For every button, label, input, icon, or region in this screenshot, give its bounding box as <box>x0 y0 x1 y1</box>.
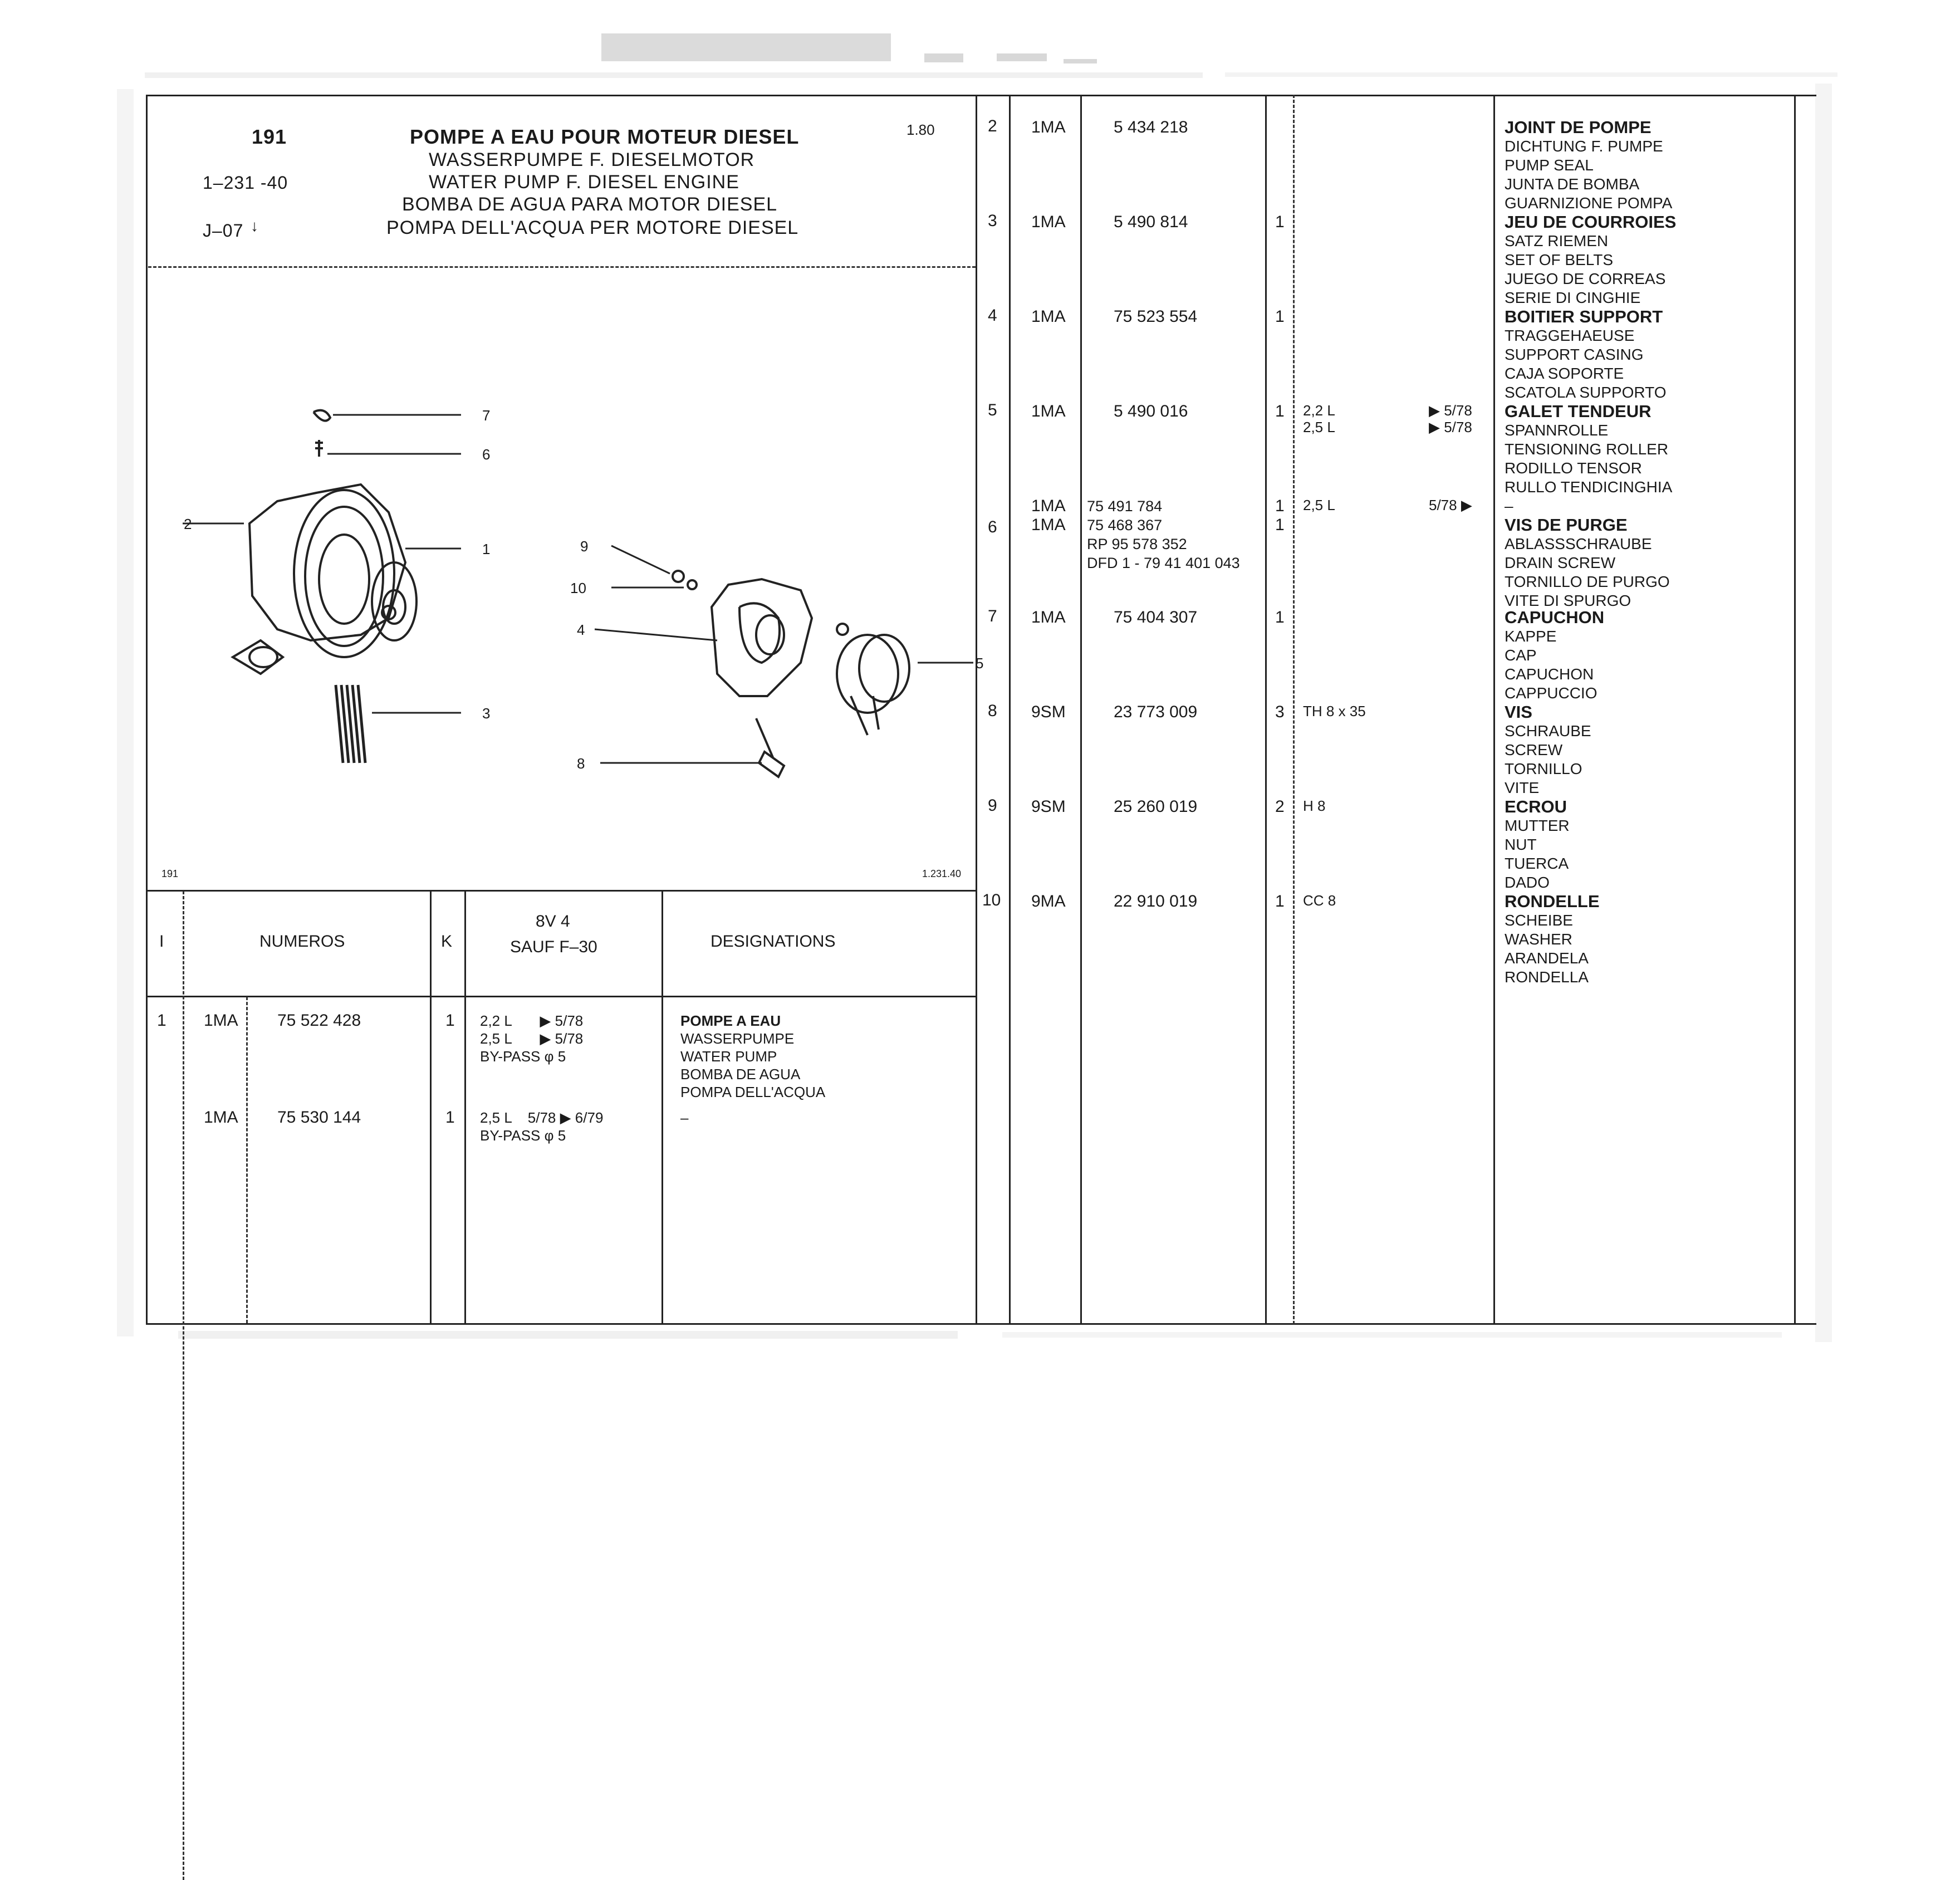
designation-line: JUNTA DE BOMBA <box>1505 175 1640 193</box>
right-row-variant: TH 8 x 35 <box>1303 703 1366 719</box>
designation-line: BOITIER SUPPORT <box>1505 307 1663 326</box>
left-row-2-code: 1MA <box>204 1108 238 1127</box>
right-row-number: 25 260 019 <box>1114 797 1198 816</box>
right-row-qty: 1 <box>1275 892 1285 910</box>
col-header-variant-1: 8V 4 <box>536 912 570 931</box>
designation-line: SCHRAUBE <box>1505 722 1591 740</box>
right-row-qty: 1 <box>1275 402 1285 420</box>
right-row-item: 3 <box>988 212 997 230</box>
callout-5: 5 <box>976 655 984 672</box>
designation-line: VITE DI SPURGO <box>1505 592 1631 609</box>
title-it: POMPA DELL'ACQUA PER MOTORE DIESEL <box>386 217 799 238</box>
right-row-item: 9 <box>988 796 997 815</box>
frame-bottom <box>146 1323 1816 1325</box>
frame-left <box>146 95 148 1324</box>
designation-line: SCHEIBE <box>1505 912 1573 929</box>
designation-line: KAPPE <box>1505 628 1557 645</box>
designation-line: CAPPUCCIO <box>1505 684 1598 702</box>
designation-line: CAJA SOPORTE <box>1505 365 1624 382</box>
page-number: 191 <box>252 125 287 148</box>
right-row-number: 75 523 554 <box>1114 307 1198 326</box>
designation-line: TUERCA <box>1505 855 1569 872</box>
right-row-qty: 1 1 <box>1275 497 1285 534</box>
right-row-code: 1MA 1MA <box>1031 497 1066 534</box>
right-row-number: 23 773 009 <box>1114 703 1198 721</box>
left-row-2-designation: – <box>680 1109 689 1126</box>
designation-line: VITE <box>1505 779 1540 796</box>
left-row-2-variant-2: BY-PASS φ 5 <box>480 1127 566 1144</box>
frame-top <box>146 95 1816 96</box>
right-row-variant: 2,5 L <box>1303 497 1335 513</box>
designation-line: NUT <box>1505 836 1537 853</box>
designation-line: CAPUCHON <box>1505 608 1605 627</box>
designation-line: TENSIONING ROLLER <box>1505 440 1669 458</box>
left-row-1-designation-3: WATER PUMP <box>680 1048 777 1065</box>
col-div-2 <box>246 997 248 1323</box>
right-row-designation <box>1505 402 1672 497</box>
right-row-item: 8 <box>988 702 997 720</box>
right-col-div-4 <box>1293 95 1295 1324</box>
figure-label-left: 191 <box>161 868 179 879</box>
header-divider <box>148 266 976 268</box>
callout-8: 8 <box>577 755 585 772</box>
right-row-designation <box>1505 307 1666 402</box>
right-row-designation <box>1505 213 1676 307</box>
right-row-item: 6 <box>988 518 997 536</box>
title-es: BOMBA DE AGUA PARA MOTOR DIESEL <box>402 194 778 215</box>
right-row-qty: 2 <box>1275 797 1285 816</box>
col-header-designations: DESIGNATIONS <box>710 932 836 951</box>
col-header-item: I <box>159 932 164 951</box>
right-row-item: 2 <box>988 117 997 135</box>
right-row-code: 1MA <box>1031 307 1066 326</box>
designation-line: SATZ RIEMEN <box>1505 232 1609 249</box>
left-row-1-designation-1: POMPE A EAU <box>680 1012 781 1029</box>
right-row-code: 9MA <box>1031 892 1066 910</box>
designation-line: – <box>1505 497 1513 515</box>
designation-line: DADO <box>1505 874 1550 891</box>
col-header-k: K <box>441 932 453 951</box>
right-row-qty: 1 <box>1275 213 1285 231</box>
right-row-qty: 3 <box>1275 703 1285 721</box>
right-row-qty: 1 <box>1275 608 1285 626</box>
right-row-code: 1MA <box>1031 118 1066 136</box>
designation-line: TORNILLO DE PURGO <box>1505 573 1670 590</box>
title-en: WATER PUMP F. DIESEL ENGINE <box>429 172 739 193</box>
title-de: WASSERPUMPE F. DIESELMOTOR <box>429 149 755 170</box>
reference-code: 1–231 -40 <box>203 173 288 193</box>
right-row-number: 5 434 218 <box>1114 118 1188 136</box>
designation-line: SPANNROLLE <box>1505 422 1609 439</box>
designation-line: CAP <box>1505 647 1537 664</box>
right-row-number: 5 490 016 <box>1114 402 1188 420</box>
right-col-div-2 <box>1080 95 1082 1324</box>
left-row-1-variant-1: 2,2 L ▶ 5/78 <box>480 1012 584 1029</box>
frame-right <box>1794 95 1796 1324</box>
left-row-1-number: 75 522 428 <box>277 1011 361 1030</box>
col-header-numeros: NUMEROS <box>259 932 345 951</box>
col-div-4 <box>464 891 466 1324</box>
right-row-date: ▶ 5/78 ▶ 5/78 <box>1429 402 1472 435</box>
table-top-rule <box>146 890 977 892</box>
right-row-number: 75 404 307 <box>1114 608 1198 626</box>
left-row-1-variant-3: BY-PASS φ 5 <box>480 1048 566 1065</box>
designation-line: VIS DE PURGE <box>1505 515 1628 535</box>
right-row-designation <box>1505 703 1591 797</box>
reference-code-2: J–07 <box>203 221 244 241</box>
designation-line: SUPPORT CASING <box>1505 346 1644 363</box>
designation-line: TORNILLO <box>1505 760 1582 777</box>
designation-line: SET OF BELTS <box>1505 251 1614 268</box>
left-row-1-designation-2: WASSERPUMPE <box>680 1030 795 1047</box>
designation-line: RULLO TENDICINGHIA <box>1505 478 1673 496</box>
right-row-code: 1MA <box>1031 213 1066 231</box>
left-panel-border <box>976 95 977 1324</box>
designation-line: JEU DE COURROIES <box>1505 212 1677 232</box>
title-fr: POMPE A EAU POUR MOTEUR DIESEL <box>410 125 800 148</box>
designation-line: JUEGO DE CORREAS <box>1505 270 1666 287</box>
right-row-item: 10 <box>982 891 1001 909</box>
left-row-1-designation-5: POMPA DELL'ACQUA <box>680 1084 826 1100</box>
callout-6: 6 <box>482 446 491 463</box>
right-row-item: 5 <box>988 401 997 419</box>
right-row-qty: 1 <box>1275 307 1285 326</box>
figure-label-right: 1.231.40 <box>922 868 962 879</box>
right-row-item: 7 <box>988 607 997 625</box>
exploded-view-drawing <box>149 273 973 858</box>
designation-line: MUTTER <box>1505 817 1570 834</box>
callout-3: 3 <box>482 705 491 722</box>
designation-line: GUARNIZIONE POMPA <box>1505 194 1673 212</box>
right-row-designation <box>1505 892 1600 987</box>
right-row-designation <box>1505 118 1672 213</box>
right-row-variant: CC 8 <box>1303 892 1336 909</box>
right-row-code: 1MA <box>1031 608 1066 626</box>
designation-line: RONDELLE <box>1505 892 1600 911</box>
arrow-down-icon: ↓ <box>251 217 259 234</box>
right-row-number: 75 491 784 75 468 367 RP 95 578 352 DFD 1 - 79 41 401 043 <box>1087 498 1240 571</box>
designation-line: SERIE DI CINGHIE <box>1505 289 1641 306</box>
right-col-div-5 <box>1493 95 1495 1324</box>
right-row-item: 4 <box>988 306 997 325</box>
designation-line: GALET TENDEUR <box>1505 402 1652 421</box>
right-col-div-1 <box>1009 95 1011 1324</box>
left-row-1-code: 1MA <box>204 1011 238 1030</box>
left-row-1-variant-2: 2,5 L ▶ 5/78 <box>480 1030 584 1047</box>
designation-line: RONDELLA <box>1505 968 1589 986</box>
designation-line: DICHTUNG F. PUMPE <box>1505 138 1663 155</box>
col-header-variant-2: SAUF F–30 <box>510 938 597 956</box>
right-row-variant: H 8 <box>1303 797 1326 814</box>
callout-2: 2 <box>184 516 192 532</box>
callout-9: 9 <box>580 538 589 555</box>
right-row-designation <box>1505 608 1604 703</box>
left-row-1-designation-4: BOMBA DE AGUA <box>680 1066 801 1083</box>
designation-line: ECROU <box>1505 797 1567 816</box>
designation-line: JOINT DE POMPE <box>1505 118 1652 137</box>
left-row-1-qty: 1 <box>445 1011 455 1030</box>
right-row-variant: 2,2 L 2,5 L <box>1303 402 1335 435</box>
left-row-2-number: 75 530 144 <box>277 1108 361 1127</box>
callout-7: 7 <box>482 407 491 424</box>
right-row-designation <box>1505 497 1670 610</box>
right-row-code: 1MA <box>1031 402 1066 420</box>
designation-line: PUMP SEAL <box>1505 156 1594 174</box>
right-col-div-3 <box>1265 95 1267 1324</box>
designation-line: ARANDELA <box>1505 949 1589 967</box>
designation-line: RODILLO TENSOR <box>1505 459 1642 477</box>
designation-line: DRAIN SCREW <box>1505 554 1616 571</box>
callout-1: 1 <box>482 541 491 557</box>
left-row-2-variant-1: 2,5 L 5/78 ▶ 6/79 <box>480 1109 604 1126</box>
designation-line: ABLASSSCHRAUBE <box>1505 535 1652 552</box>
designation-line: WASHER <box>1505 931 1572 948</box>
designation-line: SCREW <box>1505 741 1563 758</box>
col-div-3 <box>430 891 432 1324</box>
designation-line: CAPUCHON <box>1505 665 1594 683</box>
right-row-code: 9SM <box>1031 797 1066 816</box>
left-row-1-item: 1 <box>157 1011 166 1030</box>
right-row-designation <box>1505 797 1570 892</box>
right-row-code: 9SM <box>1031 703 1066 721</box>
col-div-1 <box>183 891 184 1880</box>
designation-line: SCATOLA SUPPORTO <box>1505 384 1667 401</box>
table-header-rule <box>146 996 977 997</box>
designation-line: VIS <box>1505 702 1532 722</box>
designation-line: TRAGGEHAEUSE <box>1505 327 1635 344</box>
right-row-number: 22 910 019 <box>1114 892 1198 910</box>
right-row-date: 5/78 ▶ <box>1429 497 1472 513</box>
col-div-5 <box>661 891 663 1324</box>
issue-date: 1.80 <box>906 121 935 138</box>
callout-4: 4 <box>577 621 585 638</box>
right-row-number: 5 490 814 <box>1114 213 1188 231</box>
left-row-2-qty: 1 <box>445 1108 455 1127</box>
callout-10: 10 <box>570 580 586 596</box>
